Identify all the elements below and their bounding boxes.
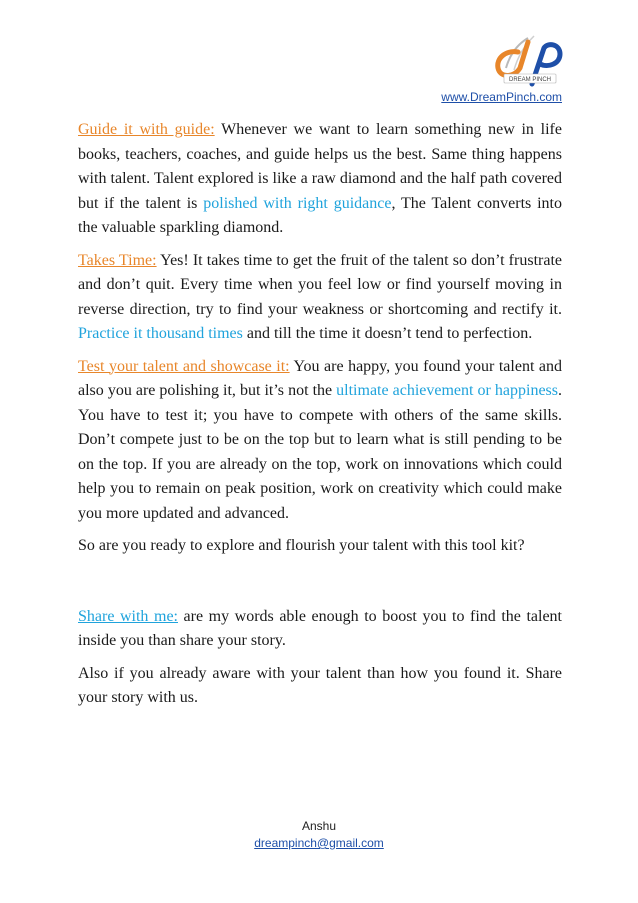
paragraph-text: So are you ready to explore and flourish your talent with this tool kit? [78, 537, 525, 554]
paragraph-closing [78, 662, 562, 711]
highlight-text: polished with right guidance [203, 194, 392, 212]
paragraph-text: . You have to test it; you have to compete with others of the same skills. Don’t compete just to be on the top but to learn what is still pending to be on the top. If you are already on the top, work on innovations which could help you to remain on peak position, work on creativity which could make you more updated and advanced. [78, 382, 562, 522]
paragraph-text: , The Talent converts into the valuable sparkling diamond. [78, 194, 563, 236]
paragraph-text: are my words able enough to boost you to find the talent inside you than share your story. [78, 607, 562, 649]
paragraph-text: Whenever we want to learn something new in life books, teachers, coaches, and guide helps us the best. Same thing happens with talent. Talent explored is like a raw diamond and the half path covered but if the talent is [78, 121, 562, 212]
paragraph-lead: Takes Time: [78, 251, 157, 269]
site-url-link[interactable]: www.DreamPinch.com [441, 90, 562, 104]
footer-email-link[interactable]: dreampinch@gmail.com [254, 836, 384, 850]
paragraph-takes-time [78, 249, 562, 347]
page-footer [0, 818, 638, 852]
paragraph-text: and till the time it doesn’t tend to perfection. [242, 325, 533, 342]
logo-text: DREAM PINCH [508, 77, 552, 83]
article-body [78, 118, 562, 719]
dreampinch-logo-icon [488, 34, 570, 90]
paragraph-lead: Test your talent and showcase it: [78, 357, 290, 375]
paragraph-text: Also if you already aware with your talent than how you found it. Share your story with us. [78, 664, 562, 706]
highlight-text: ultimate achievement or happiness [336, 382, 558, 399]
highlight-text: Practice it thousand times [78, 325, 243, 342]
paragraph-share [78, 605, 562, 654]
footer-author: Anshu [301, 819, 337, 833]
spacer [78, 567, 562, 605]
paragraph-lead: Share with me: [78, 607, 178, 625]
paragraph-question [78, 534, 562, 559]
paragraph-text: Yes! It takes time to get the fruit of the talent so don’t frustrate and don’t quit. Every time when you feel low or find yourself moving in reverse direction, try to find your weakness or shortcoming and rectify it. [78, 251, 562, 318]
paragraph-text: You are happy, you found your talent and also you are polishing it, but it’s not the [78, 357, 562, 399]
paragraph-test-talent [78, 355, 562, 527]
paragraph-guide [78, 118, 562, 241]
paragraph-lead: Guide it with guide: [78, 121, 215, 138]
